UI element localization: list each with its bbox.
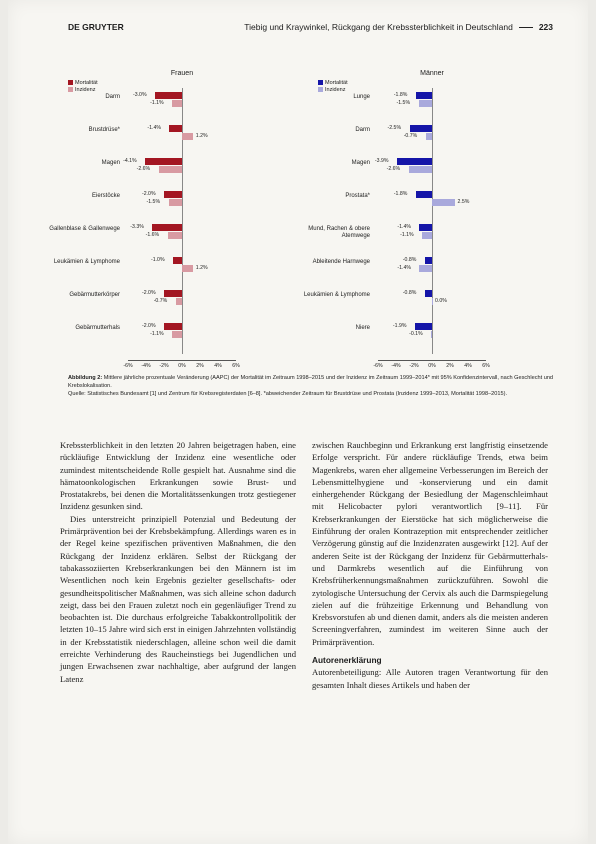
bar-incidence	[172, 100, 182, 107]
bar-value-label: -0.8%	[402, 257, 417, 263]
bar-value-label: -3.9%	[374, 158, 389, 164]
bar-value-label: -3.3%	[130, 224, 144, 230]
category-label: Darm	[355, 127, 370, 133]
legend-label: Inzidenz	[325, 87, 346, 93]
bar-incidence	[432, 199, 455, 206]
bar-mortality	[164, 191, 182, 198]
bar-incidence	[168, 232, 182, 239]
bar-mortality	[415, 323, 432, 330]
bar-mortality	[416, 92, 432, 99]
bar-value-label: -0.1%	[409, 331, 423, 337]
category-label: Magen	[101, 160, 120, 166]
bar-value-label: -2.6%	[136, 166, 151, 172]
paragraph: Krebssterblichkeit in den letzten 20 Jahren beigetragen haben, eine rückläufige Entwicklung der Inzidenz eine wesentliche oder zumindest mitentscheidende Rolle gespielt hat. Ausnahme sind die hämatoonkologischen Erkrankungen sowie Brust- und Prostatakrebs, bei denen die Mortalitätssenkungen trotz gestiegener Inzidenz gesunken sind.	[60, 440, 296, 512]
bar-value-label: -1.9%	[392, 323, 407, 329]
bar-value-label: -1.8%	[393, 92, 408, 98]
bar-value-label: -3.0%	[133, 92, 147, 98]
bar-mortality	[152, 224, 182, 231]
bar-value-label: -1.5%	[396, 100, 411, 106]
x-tick-label: 2%	[446, 363, 454, 369]
bar-value-label: 2.5%	[457, 199, 470, 205]
legend-swatch	[68, 87, 73, 92]
bar-value-label: -2.0%	[142, 191, 156, 197]
section-heading: Autorenerklärung	[312, 655, 382, 666]
legend-swatch	[318, 87, 323, 92]
x-tick-label: -2%	[159, 363, 169, 369]
bar-mortality	[173, 257, 182, 264]
document-page	[8, 0, 588, 844]
category-label: Prostata*	[345, 193, 370, 199]
bar-value-label: -1.5%	[146, 199, 161, 205]
bar-value-label: -2.5%	[387, 125, 402, 131]
text-column-left	[60, 439, 296, 685]
bar-incidence	[426, 133, 432, 140]
chart-title: Männer	[420, 70, 444, 77]
category-label: Ableitende Harnwege	[312, 259, 370, 265]
category-label: Eierstöcke	[91, 193, 120, 199]
bar-incidence	[422, 232, 432, 239]
bar-value-label: -1.6%	[145, 232, 160, 238]
bar-mortality	[410, 125, 433, 132]
bar-incidence	[419, 265, 432, 272]
chart-maenner	[298, 70, 528, 369]
bar-value-label: -1.1%	[400, 232, 414, 238]
bar-value-label: -0.8%	[402, 290, 417, 296]
x-tick-label: -4%	[391, 363, 401, 369]
bar-mortality	[145, 158, 182, 165]
bar-value-label: -1.4%	[397, 224, 411, 230]
category-label: Gebärmutterhals	[75, 325, 120, 331]
x-tick-label: 6%	[482, 363, 490, 369]
zero-line	[432, 88, 433, 354]
category-label: Gallenblase & Gallenwege	[49, 226, 120, 232]
zero-line	[182, 88, 183, 354]
header-rule	[519, 27, 533, 28]
bar-value-label: -4.1%	[123, 158, 137, 164]
legend-label: Mortalität	[325, 80, 348, 86]
chart-frauen	[48, 70, 278, 369]
x-axis	[128, 360, 236, 361]
bar-incidence	[182, 133, 193, 140]
bar-mortality	[169, 125, 182, 132]
category-label: Leukämien & Lymphome	[303, 292, 370, 298]
category-label: Magen	[351, 160, 370, 166]
x-tick-label: -6%	[373, 363, 383, 369]
bar-value-label: -1.4%	[397, 265, 411, 271]
text-column-right	[312, 439, 548, 691]
category-label: Darm	[105, 94, 120, 100]
bar-value-label: -2.0%	[142, 323, 156, 329]
x-tick-label: -4%	[141, 363, 151, 369]
bar-value-label: -1.8%	[393, 191, 408, 197]
running-title-block	[244, 22, 553, 32]
category-label: Brustdrüse*	[88, 127, 120, 133]
bar-value-label: -0.7%	[153, 298, 168, 304]
bar-value-label: -2.6%	[386, 166, 401, 172]
legend-label: Mortalität	[75, 80, 98, 86]
category-label: Niere	[355, 325, 370, 331]
bar-mortality	[155, 92, 182, 99]
bar-incidence	[172, 331, 182, 338]
bar-incidence	[159, 166, 182, 173]
bar-value-label: -2.0%	[142, 290, 156, 296]
bar-mortality	[164, 290, 182, 297]
x-tick-label: 2%	[196, 363, 204, 369]
bar-value-label: 1.2%	[195, 133, 208, 139]
bar-incidence	[169, 199, 183, 206]
bar-mortality	[397, 158, 432, 165]
category-label: Gebärmutterkörper	[69, 292, 120, 298]
running-title: Tiebig und Kraywinkel, Rückgang der Krebssterblichkeit in Deutschland	[244, 22, 513, 32]
chart-legend	[318, 80, 348, 94]
bar-value-label: -1.1%	[150, 100, 164, 106]
bar-mortality	[425, 290, 432, 297]
bar-incidence	[431, 331, 432, 338]
legend-entry	[318, 87, 348, 94]
legend-entry	[318, 80, 348, 87]
bar-value-label: -1.4%	[147, 125, 161, 131]
paragraph: zwischen Rauchbeginn und Erkrankung erst langfristig einsetzende Erfolge verspricht. Für andere rückläufige Trends, etwa beim Magenkrebs, waren eher allgemeine Verbesserungen im Bereich der Lebensmittelhygiene und -konservierung und ein damit einhergehender Rückgang der Besiedlung der Magenschleimhaut mit Helicobacter pylori verantwortlich [9–11]. Für Krebserkrankungen der Eierstöcke hat sich möglicherweise die Einführung der oralen Kontrazeption mit entsprechender zeitlicher Verzögerung günstig auf die Inzidenzraten ausgewirkt [12]. Auf der anderen Seite ist der Rückgang der Inzidenz für Gebärmutterhals- und Darmkrebs wesentlich auf die Einführung von Krebsfrüherkennungsmaßnahmen zurückzuführen. Sowohl die zytologische Untersuchung der Cervix als auch die Darmspiegelung zielen auf die frühzeitige Erkennung und Behandlung von Krebsvorstufen ab und dienen damit, anders als die meisten anderen Screeningverfahren, zumindest im weiteren Sinne auch der Primärprävention.	[312, 440, 548, 647]
chart-legend	[68, 80, 98, 94]
x-tick-label: 0%	[178, 363, 186, 369]
legend-swatch	[318, 80, 323, 85]
bar-mortality	[425, 257, 432, 264]
x-tick-label: 4%	[464, 363, 472, 369]
bar-value-label: -1.1%	[150, 331, 164, 337]
x-tick-label: 6%	[232, 363, 240, 369]
bar-incidence	[419, 100, 433, 107]
bar-incidence	[182, 265, 193, 272]
category-label: Lunge	[353, 94, 370, 100]
caption-label: Abbildung 2:	[68, 375, 103, 381]
bar-value-label: -1.0%	[151, 257, 165, 263]
paragraph: Autorenbeteiligung: Alle Autoren tragen Verantwortung für den gesamten Inhalt dieses Artikels und haben der	[312, 667, 548, 690]
caption-source: Quelle: Statistisches Bundesamt [1] und Zentrum für Krebsregisterdaten [6–8]. *abweichender Zeitraum für Brustdrüse und Prostata (Inzidenz 1999–2013, Mortalität 1998–2015).	[68, 391, 508, 397]
bar-incidence	[432, 298, 433, 305]
x-axis	[378, 360, 486, 361]
legend-label: Inzidenz	[75, 87, 96, 93]
category-label: Leukämien & Lymphome	[53, 259, 120, 265]
bar-incidence	[176, 298, 182, 305]
legend-entry	[68, 80, 98, 87]
publisher-name: DE GRUYTER	[68, 22, 124, 32]
bar-value-label: -0.7%	[403, 133, 418, 139]
x-tick-label: 4%	[214, 363, 222, 369]
legend-entry	[68, 87, 98, 94]
bar-value-label: 0.0%	[435, 298, 447, 304]
caption-text: Mittlere jährliche prozentuale Veränderung (AAPC) der Mortalität im Zeitraum 1998–2015 und der Inzidenz im Zeitraum 1999–2014* mit 95% Konfidenzintervall, nach Geschlecht und Krebslokalisation.	[68, 375, 554, 389]
figure-caption	[68, 374, 556, 398]
paragraph: Dies unterstreicht prinzipiell Potenzial und Bedeutung der Primärprävention bei der Krebsbekämpfung. Allerdings waren es in der Regel keine spezifischen präventiven Maßnahmen, die den Rückgang der Inzidenz erklären. Selbst der Rückgang der tabakassoziierten Krebserkrankungen bei den Männern ist im Wesentlichen noch kein Ergebnis gezielter gesellschafts- oder gesundheitspolitischer Maßnahmen, was sich alleine schon dadurch zeigt, dass bei den Frauen zuletzt noch ein gegenläufiger Trend zu beobachten ist. Die durchaus erfolgreiche Tabakkontrollpolitik der letzten 10–15 Jahre wird sich erst in einigen Jahrzehnten vollständig in der Krebsstatistik niederschlagen, alleine schon weil die damit erreichte Verhinderung des Raucheinstiegs bei Jugendlichen und jungen Erwachsenen zwar nachhaltige, aber aufgrund der langen Latenz	[60, 513, 296, 684]
bar-mortality	[164, 323, 182, 330]
bar-mortality	[419, 224, 432, 231]
legend-swatch	[68, 80, 73, 85]
x-tick-label: 0%	[428, 363, 436, 369]
chart-title: Frauen	[170, 70, 194, 77]
x-tick-label: -2%	[409, 363, 419, 369]
category-label: Mund, Rachen & obere Atemwege	[308, 226, 370, 239]
bar-mortality	[416, 191, 432, 198]
bar-value-label: 1.2%	[195, 265, 208, 271]
page-number: 223	[538, 22, 553, 32]
x-tick-label: -6%	[123, 363, 133, 369]
running-header	[68, 22, 553, 36]
bar-incidence	[409, 166, 432, 173]
